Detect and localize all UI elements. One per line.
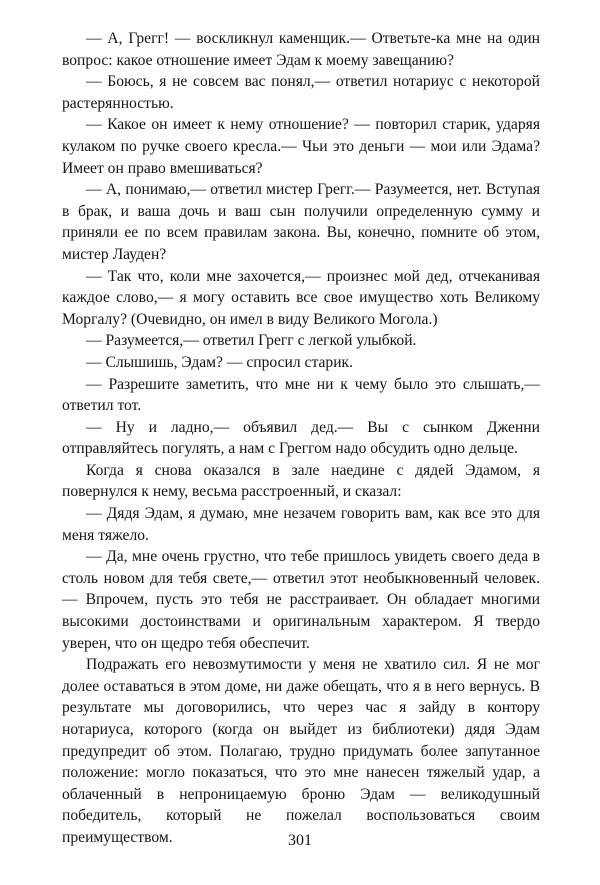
paragraph-6: — Разумеется,— ответил Грегг с легкой улыбкой.	[86, 332, 417, 350]
paragraph-1: — А, Грегг! — воскликнул каменщик.— Ответьте-ка мне на один вопрос: какое отношение имеет Эдам к моему завещанию?	[62, 30, 540, 69]
paragraph-2: — Боюсь, я не совсем вас понял,— ответил нотариус с некоторой растерянностью.	[62, 73, 540, 112]
paragraph-8: — Разрешите заметить, что мне ни к чему было это слышать,— ответил тот.	[62, 375, 540, 415]
paragraph-13: Подражать его невозмутимости у меня не хватило сил. Я не мог долее оставаться в этом доме, ни даже обещать, что я в него вернусь. В результате мы договорились, что через час я зайду в контору нотариуса, которого (когда он выйдет из библиотеки) дядя Эдам предупредит об этом. Полагаю, трудно придумать более запутанное положение: могло показаться, что это мне нанесен тяжелый удар, а облаченный в непроницаемую броню Эдам — великодушный победитель, который не пожелал воспользоваться своим преимуществом.	[62, 656, 540, 846]
paragraph-9: — Ну и ладно,— объявил дед.— Вы с сынком Дженни отправляйтесь погулять, а нам с Греггом надо обсудить одно дельце.	[62, 418, 540, 458]
page-number: 301	[288, 832, 312, 849]
paragraph-7: — Слышишь, Эдам? — спросил старик.	[86, 353, 354, 371]
paragraph-12: — Да, мне очень грустно, что тебе пришлось увидеть своего деда в столь новом для тебя свете,— ответил этот необыкновенный человек.— Впрочем, пусть это тебя не расстраивает. Он обладает многими высокими достоинствами и оригинальным характером. Я твердо уверен, что он щедро тебя обеспечит.	[62, 548, 540, 652]
paragraph-11: — Дядя Эдам, я думаю, мне незачем говорить вам, как все это для меня тяжело.	[62, 505, 540, 544]
paragraph-4: — А, понимаю,— ответил мистер Грегг.— Разумеется, нет. Вступая в брак, и ваша дочь и ваш сын получили определенную сумму и приняли ее по всем правилам закона. Вы, конечно, помните об этом, мистер Лауден?	[62, 181, 540, 263]
paragraph-3: — Какое он имеет к нему отношение? — повторил старик, ударяя кулаком по ручке своего кресла.— Чьи это деньги — мои или Эдама? Имеет он право вмешиваться?	[62, 116, 540, 177]
paragraph-5: — Так что, коли мне захочется,— произнес мой дед, отчеканивая каждое слово,— я могу оставить все свое имущество хоть Великому Моргалу? (Очевидно, он имел в виду Великого Могола.)	[62, 267, 540, 328]
paragraph-10: Когда я снова оказался в зале наедине с дядей Эдамом, я повернулся к нему, весьма расстроенный, и сказал:	[62, 461, 540, 501]
page-body	[62, 28, 540, 849]
